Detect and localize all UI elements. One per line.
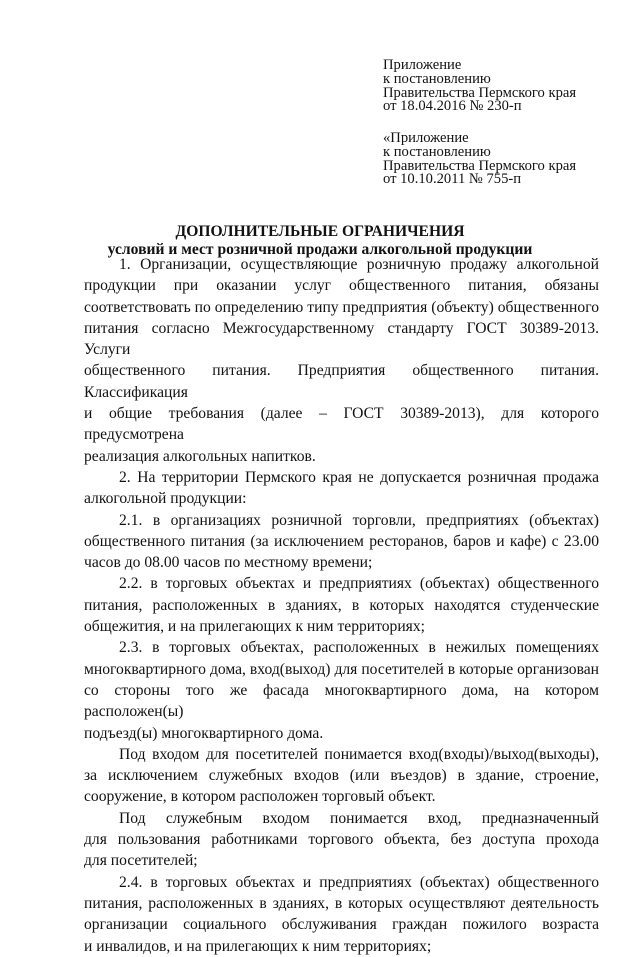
paragraph-line: Под служебным входом понимается вход, предназначенный bbox=[119, 809, 599, 827]
approval-line: «Приложение bbox=[383, 130, 469, 146]
paragraph-line: сооружение, в котором расположен торговый объект. bbox=[84, 788, 436, 806]
paragraph-line: со стороны того же фасада многоквартирного дома, на котором расположен(ы) bbox=[84, 681, 599, 721]
paragraph bbox=[84, 467, 599, 510]
approval-line: к постановлению bbox=[383, 70, 491, 87]
paragraph bbox=[84, 744, 599, 808]
paragraph-line: многоквартирного дома, вход(выход) для посетителей в которые организован bbox=[84, 660, 599, 678]
paragraph bbox=[84, 637, 599, 743]
paragraph bbox=[84, 808, 599, 872]
paragraph-line: питания, расположенных в зданиях, в которых осуществляют деятельность bbox=[84, 894, 599, 912]
paragraph bbox=[84, 510, 599, 574]
paragraph-line: и общие требования (далее – ГОСТ 30389-2013), для которого предусмотрена bbox=[84, 405, 599, 444]
paragraph bbox=[84, 872, 599, 957]
paragraph-line: реализация алкогольных напитков. bbox=[84, 447, 316, 465]
paragraph-line: общежития, и на прилегающих к ним территориях; bbox=[84, 618, 425, 636]
paragraph bbox=[84, 254, 599, 467]
paragraph-line: 2. На территории Пермского края не допускается розничная продажа bbox=[119, 468, 599, 486]
paragraph-line: для пользования работниками торгового объекта, без доступа прохода bbox=[84, 831, 599, 849]
paragraph-line: соответствовать по определению типу предприятия (объекту) общественного bbox=[84, 298, 599, 316]
paragraph-line: продукции при оказании услуг общественного питания, обязаны bbox=[84, 277, 599, 295]
paragraph-line: 2.1. в организациях розничной торговли, предприятиях (объектах) bbox=[119, 511, 599, 529]
title-line-2: условий и мест розничной продажи алкогольной продукции bbox=[107, 241, 533, 258]
paragraph-line: питания согласно Межгосударственному стандарту ГОСТ 30389-2013. Услуги bbox=[84, 319, 599, 359]
paragraph-line: алкогольной продукции: bbox=[84, 490, 247, 508]
paragraph-line: и инвалидов, и на прилегающих к ним территориях; bbox=[84, 937, 432, 955]
paragraph-line: за исключением служебных входов (или въездов) в здание, строение, bbox=[84, 767, 599, 785]
paragraph-line: организации социального обслуживания граждан пожилого возраста bbox=[84, 916, 599, 934]
paragraph bbox=[84, 573, 599, 637]
paragraph-line: для посетителей; bbox=[84, 852, 198, 870]
paragraph-line: 1. Организации, осуществляющие розничную продажу алкогольной bbox=[119, 256, 599, 273]
approval-line: Правительства Пермского края bbox=[383, 84, 577, 101]
approval-line: Правительства Пермского края bbox=[383, 157, 577, 174]
document-body bbox=[84, 254, 599, 957]
paragraph-line: общественного питания. Предприятия общественного питания. Классификация bbox=[84, 362, 599, 401]
paragraph-line: 2.3. в торговых объектах, расположенных в нежилых помещениях bbox=[119, 639, 599, 657]
original-approval-block bbox=[383, 132, 623, 187]
paragraph-line: 2.4. в торговых объектах и предприятиях (объектах) общественного bbox=[119, 873, 599, 891]
paragraph-line: питания, расположенных в зданиях, в которых находятся студенческие bbox=[84, 596, 599, 614]
approval-line: от 18.04.2016 № 230-п bbox=[383, 98, 522, 115]
approval-line: к постановлению bbox=[383, 143, 491, 160]
approval-line: от 10.10.2011 № 755-п bbox=[383, 171, 522, 188]
approval-line: Приложение bbox=[383, 57, 462, 73]
paragraph-line: общественного питания (за исключением ресторанов, баров и кафе) с 23.00 bbox=[84, 532, 599, 550]
paragraph-line: подъезд(ы) многоквартирного дома. bbox=[84, 724, 324, 742]
approval-block bbox=[383, 59, 623, 114]
title-line-1: ДОПОЛНИТЕЛЬНЫЕ ОГРАНИЧЕНИЯ bbox=[175, 223, 465, 240]
paragraph-line: Под входом для посетителей понимается вход(входы)/выход(выходы), bbox=[119, 745, 599, 763]
paragraph-line: 2.2. в торговых объектах и предприятиях (объектах) общественного bbox=[119, 575, 599, 593]
paragraph-line: часов до 08.00 часов по местному времени; bbox=[84, 554, 373, 572]
